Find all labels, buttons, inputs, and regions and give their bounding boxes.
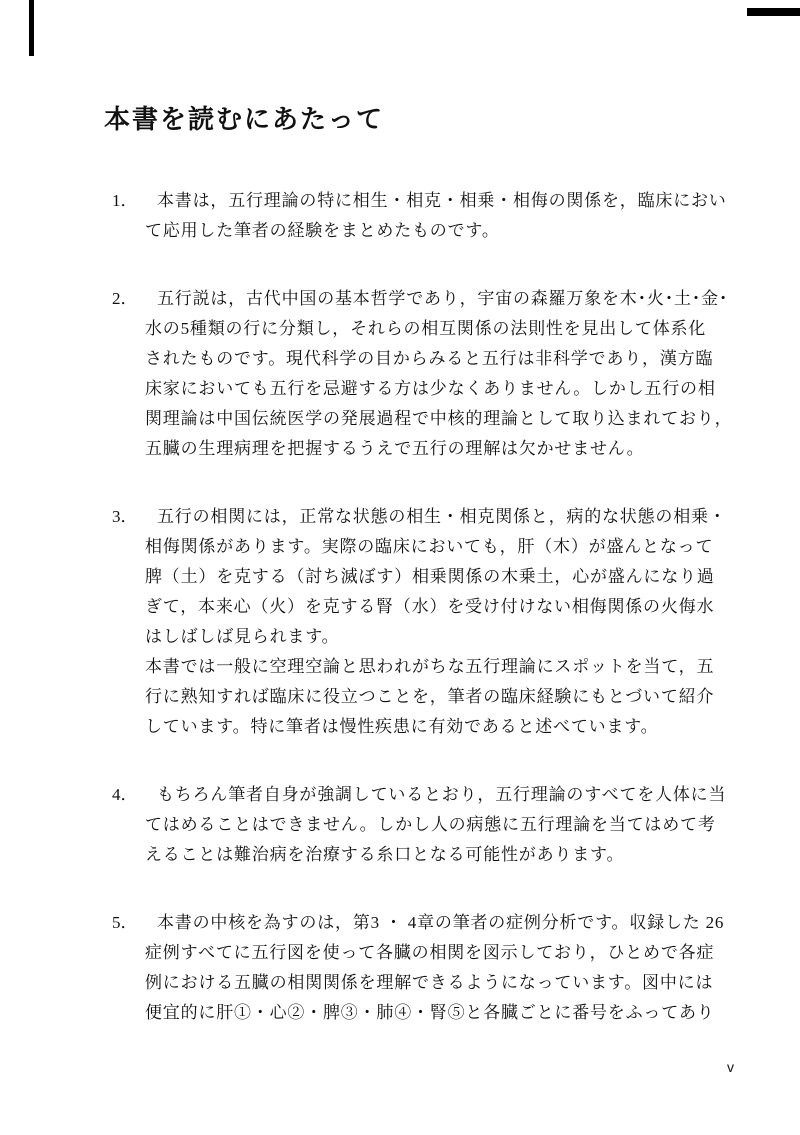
- text-line: 関理論は中国伝統医学の発展過程で中核的理論として取り込まれており，: [145, 409, 733, 428]
- text-line: [112, 186, 730, 216]
- item-number: 3．: [112, 507, 138, 526]
- page-number: v: [727, 1059, 734, 1075]
- text-line: 症例すべてに五行図を使って各臓の相関を図示しており，ひとめで各症: [145, 943, 715, 962]
- list-item: [112, 780, 730, 870]
- text-line: [112, 284, 730, 314]
- text-line: されたものです。現代科学の目からみると五行は非科学であり，漢方臨: [145, 349, 714, 368]
- text-line: しています。特に筆者は慢性疾患に有効であると述べています。: [145, 717, 659, 736]
- text-line: [112, 780, 730, 810]
- page-title: 本書を読むにあたって: [104, 105, 385, 134]
- text-line: えることは難治病を治療する糸口となる可能性があります。: [145, 845, 625, 864]
- text-line: 水の5種類の行に分類し，それらの相互関係の法則性を見出して体系化: [145, 319, 707, 338]
- line-text: 五行説は，古代中国の基本哲学であり，宇宙の森羅万象を木･火･土･金･: [157, 289, 729, 308]
- line-text: 五行の相関には，正常な状態の相生・相克関係と，病的な状態の相乗・: [157, 507, 727, 526]
- numbered-list: [112, 186, 733, 1028]
- scan-artifact-left-mark: [29, 0, 34, 56]
- text-line: 行に熟知すれば臨床に役立つことを，筆者の臨床経験にもとづいて紹介: [145, 687, 715, 706]
- item-number: 4．: [112, 785, 138, 804]
- text-line: 便宜的に肝①・心②・脾③・肺④・腎⑤と各臓ごとに番号をふってあり: [145, 1003, 715, 1022]
- text-line: 五臓の生理病理を把握するうえで五行の理解は欠かせません。: [145, 439, 645, 458]
- text-line: 例における五臓の相関関係を理解できるようになっています。図中には: [145, 973, 714, 992]
- item-number: 2．: [112, 289, 138, 308]
- list-item: [112, 502, 730, 742]
- text-line: てはめることはできません。しかし人の病態に五行理論を当てはめて考: [145, 815, 716, 834]
- line-text: 本書の中核を為すのは，第3 ・ 4章の筆者の症例分析です。収録した 26: [157, 913, 725, 932]
- line-text: 本書は，五行理論の特に相生・相克・相乗・相侮の関係を，臨床におい: [157, 191, 727, 210]
- scan-artifact-right-mark: [747, 8, 800, 16]
- text-line: 床家においても五行を忌避する方は少なくありません。しかし五行の相: [145, 379, 716, 398]
- text-line: ぎて，本来心（火）を克する腎（水）を受け付けない相侮関係の火侮水: [145, 597, 715, 616]
- list-item: [112, 908, 730, 1028]
- text-line: はしばしば見られます。: [145, 627, 340, 646]
- text-line: 脾（土）を克する（討ち滅ぼす）相乗関係の木乗土，心が盛んになり過: [145, 567, 715, 586]
- text-line: 本書では一般に空理空論と思われがちな五行理論にスポットを当て，五: [145, 657, 715, 676]
- text-line: て応用した筆者の経験をまとめたものです。: [145, 221, 500, 240]
- item-number: 1．: [112, 191, 138, 210]
- list-item: [112, 284, 733, 464]
- line-text: もちろん筆者自身が強調しているとおり，五行理論のすべてを人体に当: [157, 785, 727, 804]
- list-item: [112, 186, 730, 246]
- item-number: 5．: [112, 913, 138, 932]
- text-line: 相侮関係があります。実際の臨床においても，肝（木）が盛んとなって: [145, 537, 714, 556]
- text-line: [112, 908, 730, 938]
- text-line: [112, 502, 730, 532]
